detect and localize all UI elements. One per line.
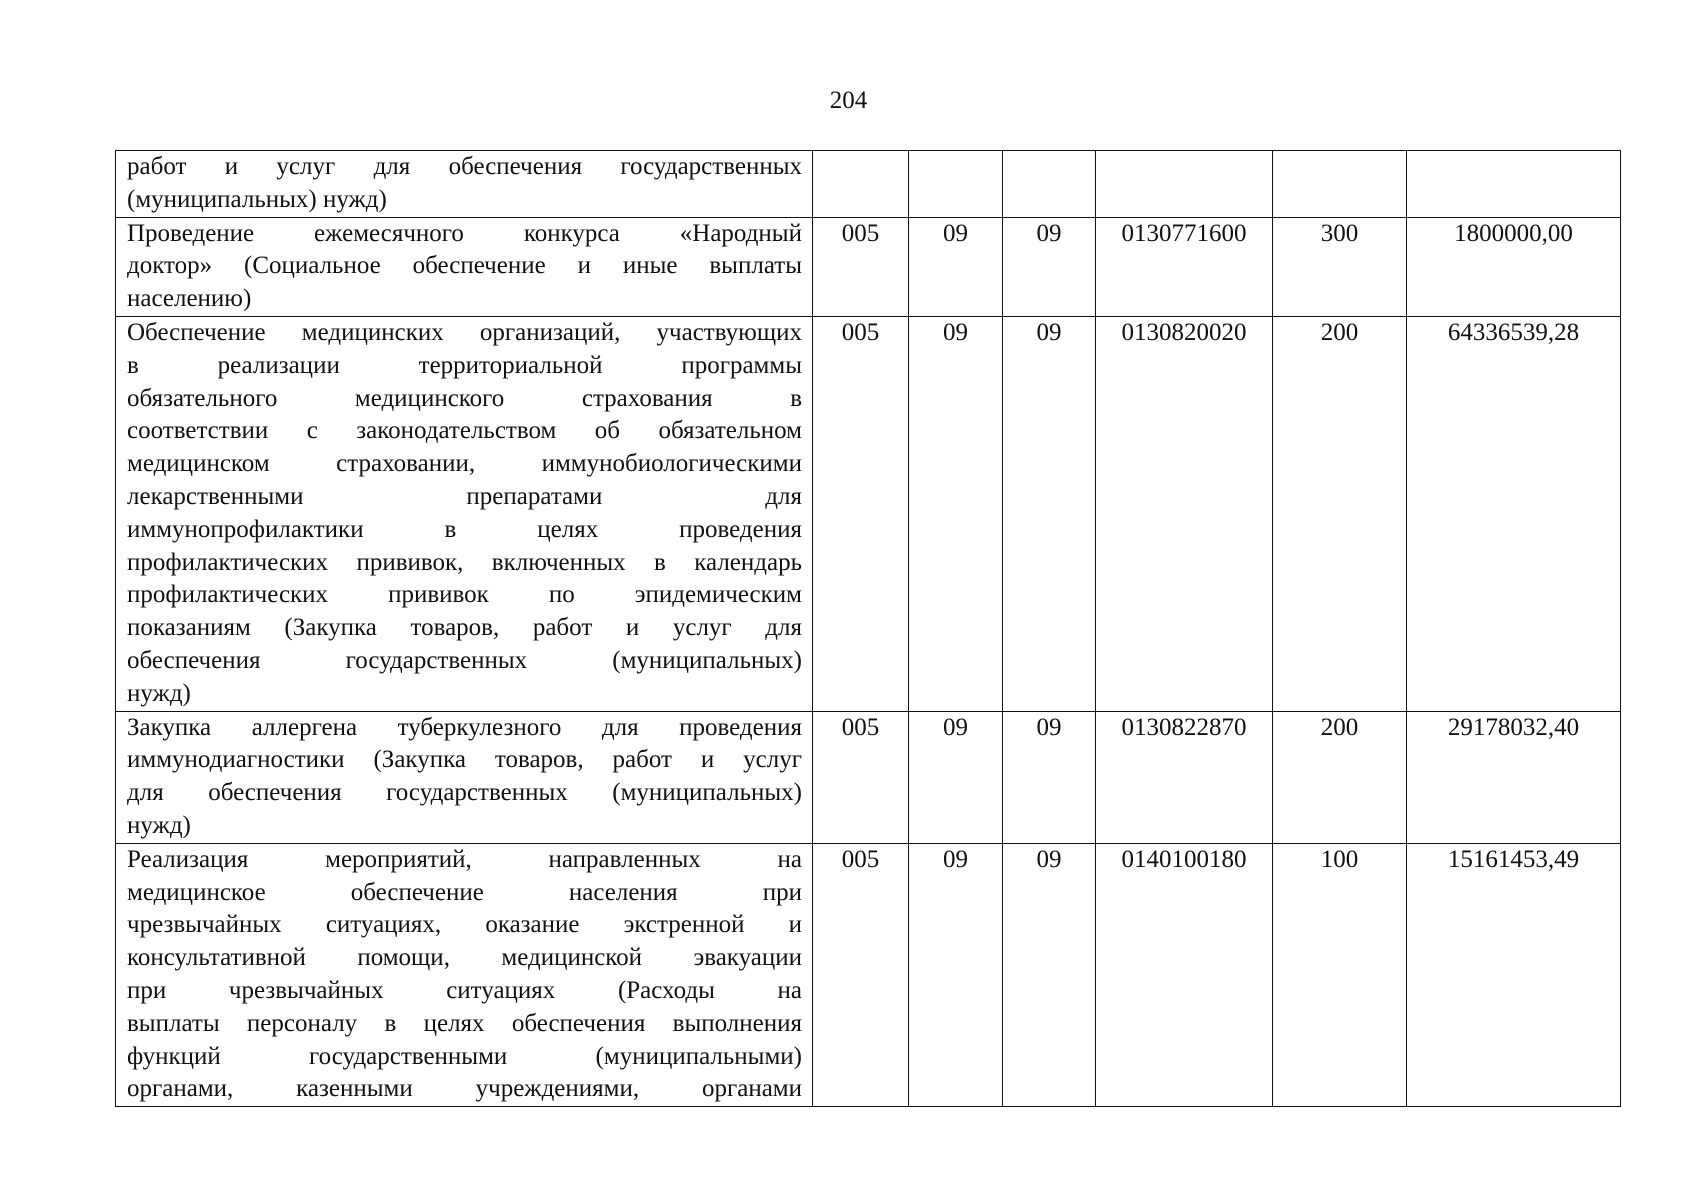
cell-ved: 005 [813, 217, 909, 316]
description-line: иммунодиагностики (Закупка товаров, работ и услуг [127, 746, 802, 774]
description-line: функций государственными (муниципальными) [127, 1042, 802, 1070]
cell-rz: 09 [909, 711, 1003, 843]
cell-ved: 005 [813, 316, 909, 711]
cell-sum: 15161453,49 [1407, 843, 1621, 1106]
cell-vr: 200 [1273, 711, 1407, 843]
description-line: профилактических прививок, включенных в календарь [127, 548, 802, 576]
row-description [116, 711, 813, 843]
description-line: соответствии с законодательством об обязательном [127, 417, 802, 445]
cell-pr: 09 [1003, 316, 1096, 711]
cell-vr: 100 [1273, 843, 1407, 1106]
description-line: в реализации территориальной программы [127, 351, 802, 379]
table-row [116, 316, 1621, 711]
description-line: Закупка аллергена туберкулезного для проведения [127, 713, 802, 741]
cell-ved: 005 [813, 711, 909, 843]
description-line: профилактических прививок по эпидемическим [127, 581, 802, 609]
description-line: нужд) [127, 679, 191, 707]
cell-csr: 0130820020 [1096, 316, 1273, 711]
description-line: консультативной помощи, медицинской эвакуации [127, 944, 802, 972]
cell-pr [1003, 151, 1096, 218]
description-line: обеспечения государственных (муниципальных) [127, 646, 802, 674]
description-line: доктор» (Социальное обеспечение и иные выплаты [127, 252, 802, 280]
cell-vr [1273, 151, 1407, 218]
description-line: работ и услуг для обеспечения государственных [127, 153, 802, 180]
description-line: медицинском страховании, иммунобиологическими [127, 450, 802, 478]
cell-ved [813, 151, 909, 218]
description-line: для обеспечения государственных (муниципальных) [127, 779, 802, 807]
cell-pr: 09 [1003, 711, 1096, 843]
cell-pr: 09 [1003, 217, 1096, 316]
description-line: при чрезвычайных ситуациях (Расходы на [127, 976, 802, 1004]
row-description [116, 316, 813, 711]
description-line: Обеспечение медицинских организаций, участвующих [127, 318, 802, 346]
description-line: выплаты персоналу в целях обеспечения выполнения [127, 1009, 802, 1037]
cell-csr [1096, 151, 1273, 218]
description-line: (муниципальных) нужд) [127, 185, 387, 213]
cell-ved: 005 [813, 843, 909, 1106]
cell-rz [909, 151, 1003, 218]
description-line: обязательного медицинского страхования в [127, 384, 802, 412]
row-description [116, 151, 813, 218]
cell-vr: 200 [1273, 316, 1407, 711]
description-line: населению) [127, 285, 252, 313]
description-line: органами, казенными учреждениями, органами [127, 1075, 802, 1103]
cell-csr: 0130822870 [1096, 711, 1273, 843]
cell-sum: 1800000,00 [1407, 217, 1621, 316]
cell-vr: 300 [1273, 217, 1407, 316]
budget-table [115, 150, 1621, 1107]
description-line: иммунопрофилактики в целях проведения [127, 515, 802, 543]
cell-csr: 0140100180 [1096, 843, 1273, 1106]
description-line: показаниям (Закупка товаров, работ и услуг для [127, 614, 802, 642]
description-line: медицинское обеспечение населения при [127, 878, 802, 906]
cell-pr: 09 [1003, 843, 1096, 1106]
page-number: 204 [829, 87, 868, 114]
row-description [116, 217, 813, 316]
description-line: нужд) [127, 811, 191, 839]
cell-sum: 29178032,40 [1407, 711, 1621, 843]
cell-sum [1407, 151, 1621, 218]
cell-rz: 09 [909, 316, 1003, 711]
description-line: чрезвычайных ситуациях, оказание экстренной и [127, 911, 802, 939]
description-line: Реализация мероприятий, направленных на [127, 845, 802, 873]
cell-rz: 09 [909, 843, 1003, 1106]
cell-csr: 0130771600 [1096, 217, 1273, 316]
table-row [116, 151, 1621, 218]
table-row [116, 843, 1621, 1106]
description-line: Проведение ежемесячного конкурса «Народный [127, 219, 802, 247]
cell-rz: 09 [909, 217, 1003, 316]
description-line: лекарственными препаратами для [127, 482, 802, 510]
cell-sum: 64336539,28 [1407, 316, 1621, 711]
table-row [116, 217, 1621, 316]
table-row [116, 711, 1621, 843]
row-description [116, 843, 813, 1106]
